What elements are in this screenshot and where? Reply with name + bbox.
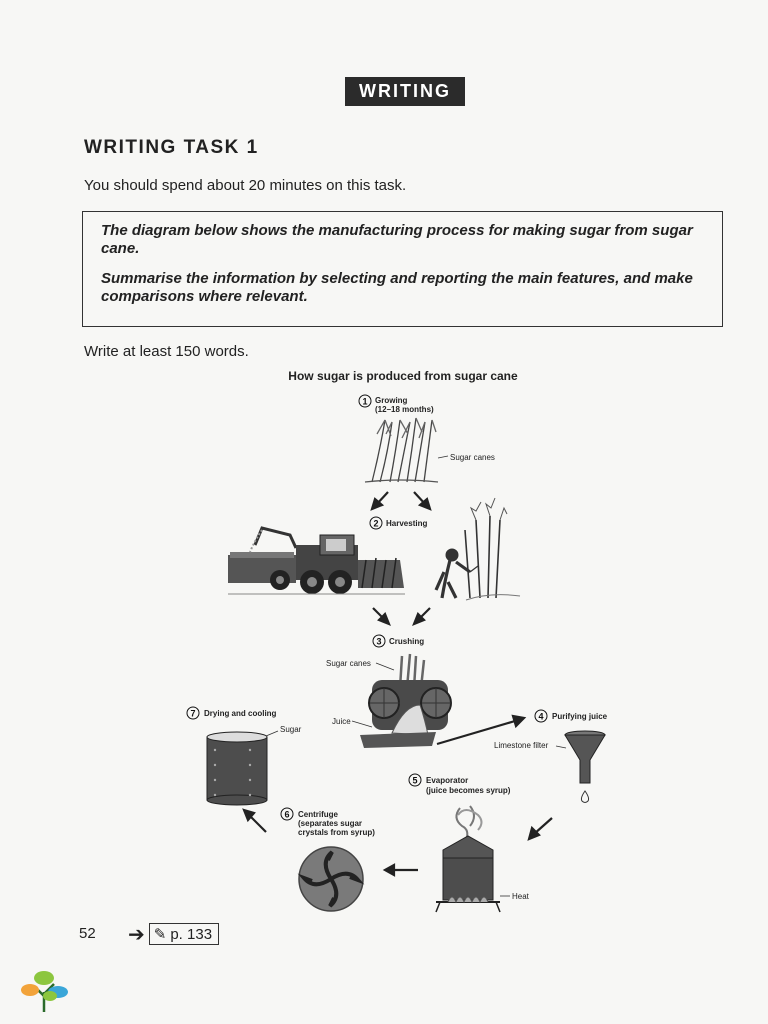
task-title: WRITING TASK 1 — [84, 137, 259, 158]
sugar-cane-field-illustration — [365, 418, 438, 482]
page-number: 52 — [79, 925, 96, 942]
task-intro: You should spend about 20 minutes on this task. — [84, 177, 407, 194]
step-label: Drying and cooling — [204, 709, 277, 718]
step-number: 7 — [190, 708, 196, 719]
step-drying-cooling — [187, 707, 302, 805]
reference-page: p. 133 — [170, 926, 213, 943]
arrow-to-centrifuge — [385, 865, 418, 875]
diagram-title: How sugar is produced from sugar cane — [288, 369, 518, 383]
task-prompt-1: The diagram below shows the manufacturing process for making sugar from sugar cane. — [101, 222, 693, 257]
task-prompt-2: Summarise the information by selecting and reporting the main features, and make comparisons where relevant. — [101, 270, 693, 305]
step-sublabel: (juice becomes syrup) — [426, 786, 511, 795]
centrifuge-illustration — [299, 847, 363, 911]
page-reference[interactable] — [128, 923, 219, 945]
evaporator-tank-illustration — [436, 806, 500, 912]
step-label: Harvesting — [386, 519, 428, 528]
callout-sugar-canes: Sugar canes — [450, 453, 495, 462]
arrows-to-crushing — [373, 608, 430, 624]
farmer-cutting-cane-illustration — [436, 498, 520, 600]
callout-sugar: Sugar — [280, 725, 302, 734]
callout-limestone-filter: Limestone filter — [494, 741, 549, 750]
step-harvesting — [228, 498, 520, 600]
step-sublabel: crystals from syrup) — [298, 828, 375, 837]
step-number: 6 — [284, 809, 290, 820]
funnel-filter-illustration — [565, 731, 605, 803]
reference-box[interactable] — [149, 923, 219, 945]
arrow-to-purifying — [437, 716, 524, 744]
callout-sugar-canes: Sugar canes — [326, 659, 371, 668]
crushing-mill-illustration — [360, 654, 452, 748]
harvester-tractor-illustration — [228, 528, 405, 594]
arrow-to-drying — [244, 810, 266, 832]
section-badge: WRITING — [345, 77, 465, 106]
step-number: 3 — [376, 636, 382, 647]
step-sublabel: (12–18 months) — [375, 405, 434, 414]
step-crushing — [326, 635, 452, 748]
word-count-instruction: Write at least 150 words. — [84, 343, 249, 360]
step-label: Centrifuge — [298, 810, 338, 819]
step-centrifuge — [281, 808, 375, 911]
step-number: 2 — [373, 518, 379, 529]
pencil-icon: ✎ — [153, 926, 167, 943]
step-evaporator — [409, 774, 530, 912]
step-purifying-juice — [494, 710, 608, 803]
callout-heat: Heat — [512, 892, 529, 901]
arrow-to-evaporator — [529, 818, 552, 839]
step-label: Purifying juice — [552, 712, 608, 721]
arrow-right-icon: ➔ — [128, 923, 145, 946]
arrows-to-harvesting — [372, 492, 430, 509]
step-number: 1 — [362, 396, 368, 407]
drying-drum-illustration — [207, 732, 267, 805]
step-number: 5 — [412, 775, 418, 786]
step-label: Growing — [375, 396, 408, 405]
step-number: 4 — [538, 711, 544, 722]
step-growing — [359, 395, 495, 482]
callout-juice: Juice — [332, 717, 351, 726]
step-label: Evaporator — [426, 776, 469, 785]
step-label: Crushing — [389, 637, 425, 646]
step-sublabel: (separates sugar — [298, 819, 363, 828]
tree-logo — [21, 971, 68, 1012]
